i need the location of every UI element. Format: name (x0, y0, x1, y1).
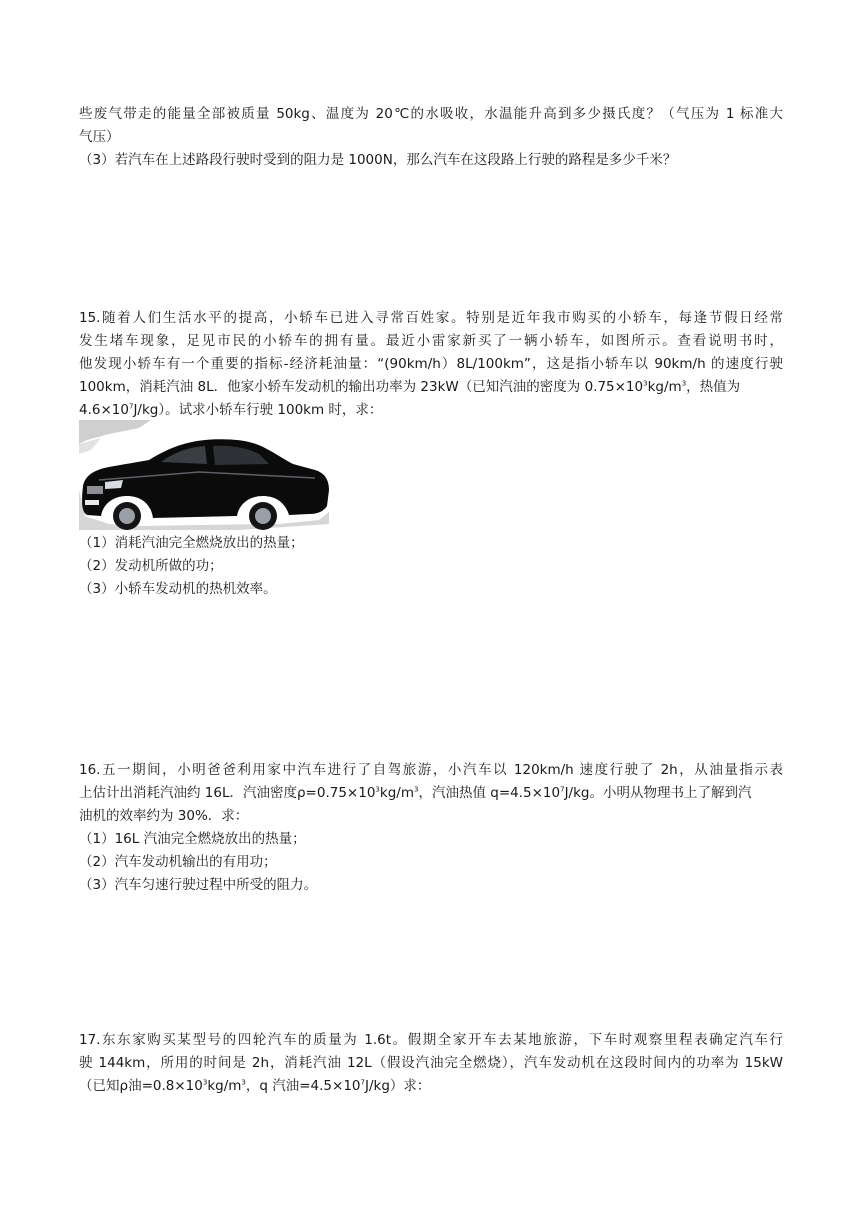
superscript: 3 (643, 379, 648, 388)
superscript: 7 (128, 402, 134, 411)
text-segment: kg/m (207, 1078, 242, 1094)
text-segment: 100km，消耗汽油 8L．他家小轿车发动机的输出功率为 23kW（已知汽油的密度为 0.75×10 (79, 379, 644, 395)
text-line: 发生堵车现象，足见市民的小轿车的拥有量。最近小雷家新买了一辆小轿车，如图所示。查看说明书时， (79, 333, 783, 349)
text-segment: ，汽油热值 q=4.5×10 (418, 785, 561, 801)
question-15 (79, 307, 783, 422)
text-line (79, 1075, 783, 1098)
text-segment: J/kg）求： (364, 1078, 431, 1094)
license-plate (85, 500, 99, 505)
question-15-subquestions (79, 532, 783, 601)
text-segment: ，q 汽油=4.5×10 (245, 1078, 361, 1094)
text-line: 些废气带走的能量全部被质量 50kg、温度为 20℃的水吸收，水温能升高到多少摄氏度？（气压为 1 标准大 (79, 106, 783, 122)
rear-wheel-rim (255, 508, 271, 524)
text-line: （2）发动机所做的功； (79, 558, 223, 574)
text-line: 15.随着人们生活水平的提高，小轿车已进入寻常百姓家。特别是近年我市购买的小轿车，每逢节假日经常 (79, 310, 783, 326)
text-line: （1）16L 汽油完全燃烧放出的热量； (79, 831, 306, 847)
text-segment: kg/m (647, 379, 682, 395)
text-line: 17.东东家购买某型号的四轮汽车的质量为 1.6t。假期全家开车去某地旅游，下车时观察里程表确定汽车行 (79, 1032, 783, 1048)
text-segment: J/kg）。试求小轿车行驶 100km 时，求： (133, 402, 383, 418)
text-segment: 上估计出消耗汽油约 16L．汽油密度ρ=0.75×10 (79, 785, 376, 801)
text-line: （2）汽车发动机输出的有用功； (79, 854, 277, 870)
text-line: 驶 144km，所用的时间是 2h，消耗汽油 12L（假设汽油完全燃烧），汽车发动机在这段时间内的功率为 15kW (79, 1055, 783, 1071)
superscript: 7 (560, 785, 565, 794)
text-segment: ，热值为 (686, 379, 741, 395)
text-segment: （已知ρ油=0.8×10 (79, 1078, 203, 1094)
text-line: 气压） (79, 129, 120, 145)
text-line: 16.五一期间，小明爸爸利用家中汽车进行了自驾旅游，小汽车以 120km/h 速度行驶了 2h，从油量指示表 (79, 762, 783, 778)
superscript: 3 (413, 785, 419, 794)
text-line (79, 782, 783, 805)
car-grille (87, 486, 103, 494)
text-segment: 4.6×10 (79, 402, 129, 418)
text-line: 油机的效率约为 30%．求： (79, 808, 249, 824)
superscript: 3 (241, 1078, 246, 1087)
car-image (79, 420, 331, 530)
text-line: 他发现小轿车有一个重要的指标-经济耗油量：“(90km/h）8L/100km”，这是指小轿车以 90km/h 的速度行驶 (79, 356, 783, 372)
superscript: 3 (202, 1078, 208, 1087)
text-line: （3）若汽车在上述路段行驶时受到的阻力是 1000N，那么汽车在这段路上行驶的路程是多少千米？ (79, 152, 677, 168)
question-17 (79, 1029, 783, 1098)
background-smudge (79, 420, 151, 444)
text-line (79, 399, 783, 422)
previous-question-continuation (79, 103, 783, 172)
superscript: 3 (681, 379, 687, 388)
question-16 (79, 759, 783, 897)
text-segment: J/kg。小明从物理书上了解到汽 (564, 785, 752, 801)
text-line: （3）汽车匀速行驶过程中所受的阻力。 (79, 877, 318, 893)
superscript: 3 (375, 785, 380, 794)
text-line: （1）消耗汽油完全燃烧放出的热量； (79, 535, 304, 551)
front-wheel-rim (119, 508, 135, 524)
text-segment: kg/m (379, 785, 414, 801)
text-line: （3）小轿车发动机的热机效率。 (79, 581, 277, 597)
text-line (79, 376, 783, 399)
superscript: 7 (360, 1078, 365, 1087)
